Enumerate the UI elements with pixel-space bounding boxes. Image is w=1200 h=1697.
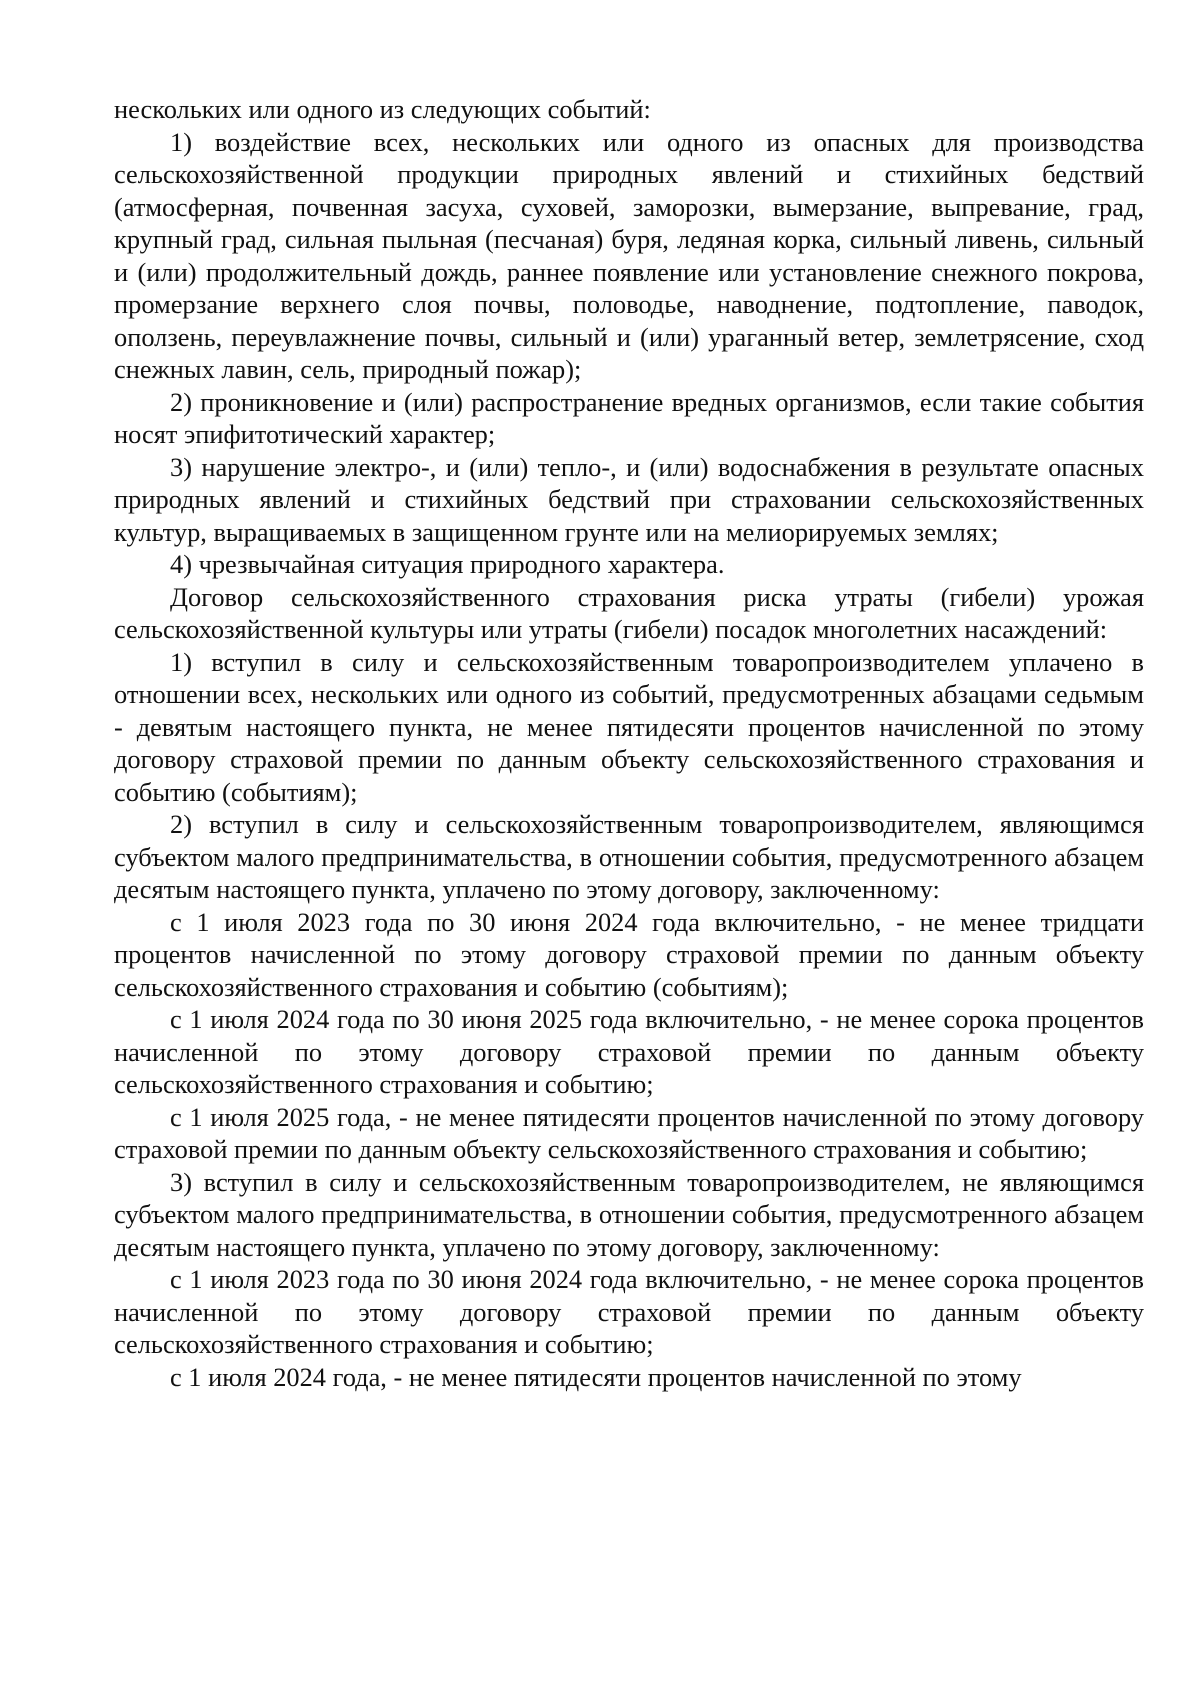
document-body <box>114 93 1144 1393</box>
paragraph-period-2023-2024-large: с 1 июля 2023 года по 30 июня 2024 года включительно, - не менее сорока процентов начисленной по этому договору страховой премии по данным объекту сельскохозяйственного страхования и событию; <box>114 1264 1144 1359</box>
paragraph-period-2024-2025-small: с 1 июля 2024 года по 30 июня 2025 года включительно, - не менее сорока процентов начисленной по этому договору страховой премии по данным объекту сельскохозяйственного страхования и событию; <box>114 1004 1144 1099</box>
paragraph-period-2023-2024-small: с 1 июля 2023 года по 30 июня 2024 года включительно, - не менее тридцати процентов начисленной по этому договору страховой премии по данным объекту сельскохозяйственного страхования и событию (событиям); <box>114 906 1144 1002</box>
paragraph-period-2025-small: с 1 июля 2025 года, - не менее пятидесяти процентов начисленной по этому договору страховой премии по данным объекту сельскохозяйственного страхования и событию; <box>114 1101 1144 1164</box>
paragraph-contract-item-1: 1) вступил в силу и сельскохозяйственным товаропроизводителем уплачено в отношении всех, нескольких или одного из событий, предусмотренных абзацами седьмым - девятым настоящего пункта, не менее пятидесяти процентов начисленной по этому договору страховой премии по данным объекту сельскохозяйственного страхования и событию (событиям); <box>114 646 1144 807</box>
paragraph-contract-item-3: 3) вступил в силу и сельскохозяйственным товаропроизводителем, не являющимся субъектом малого предпринимательства, в отношении события, предусмотренного абзацем десятым настоящего пункта, уплачено по этому договору, заключенному: <box>114 1166 1144 1262</box>
paragraph-contract-intro: Договор сельскохозяйственного страхования риска утраты (гибели) урожая сельскохозяйственной культуры или утраты (гибели) посадок многолетних насаждений: <box>114 581 1144 644</box>
paragraph-item-3-utility-disruption: 3) нарушение электро-, и (или) тепло-, и (или) водоснабжения в результате опасных природных явлений и стихийных бедствий при страховании сельскохозяйственных культур, выращиваемых в защищенном грунте или на мелиорируемых землях; <box>114 451 1144 547</box>
paragraph-continuation: нескольких или одного из следующих событий: <box>114 94 651 124</box>
paragraph-item-1-natural-events: 1) воздействие всех, нескольких или одного из опасных для производства сельскохозяйственной продукции природных явлений и стихийных бедствий (атмосферная, почвенная засуха, суховей, заморозки, вымерзание, выпревание, град, крупный град, сильная пыльная (песчаная) буря, ледяная корка, сильный ливень, сильный и (или) продолжительный дождь, раннее появление или установление снежного покрова, промерзание верхнего слоя почвы, половодье, наводнение, подтопление, паводок, оползень, переувлажнение почвы, сильный и (или) ураганный ветер, землетрясение, сход снежных лавин, сель, природный пожар); <box>114 126 1144 384</box>
paragraph-item-2-harmful-organisms: 2) проникновение и (или) распространение вредных организмов, если такие события носят эпифитотический характер; <box>114 386 1144 449</box>
paragraph-item-4-emergency: 4) чрезвычайная ситуация природного характера. <box>170 549 725 579</box>
paragraph-period-2024-large: с 1 июля 2024 года, - не менее пятидесяти процентов начисленной по этому <box>170 1361 1022 1392</box>
paragraph-contract-item-2: 2) вступил в силу и сельскохозяйственным товаропроизводителем, являющимся субъектом малого предпринимательства, в отношении события, предусмотренного абзацем десятым настоящего пункта, уплачено по этому договору, заключенному: <box>114 809 1144 904</box>
